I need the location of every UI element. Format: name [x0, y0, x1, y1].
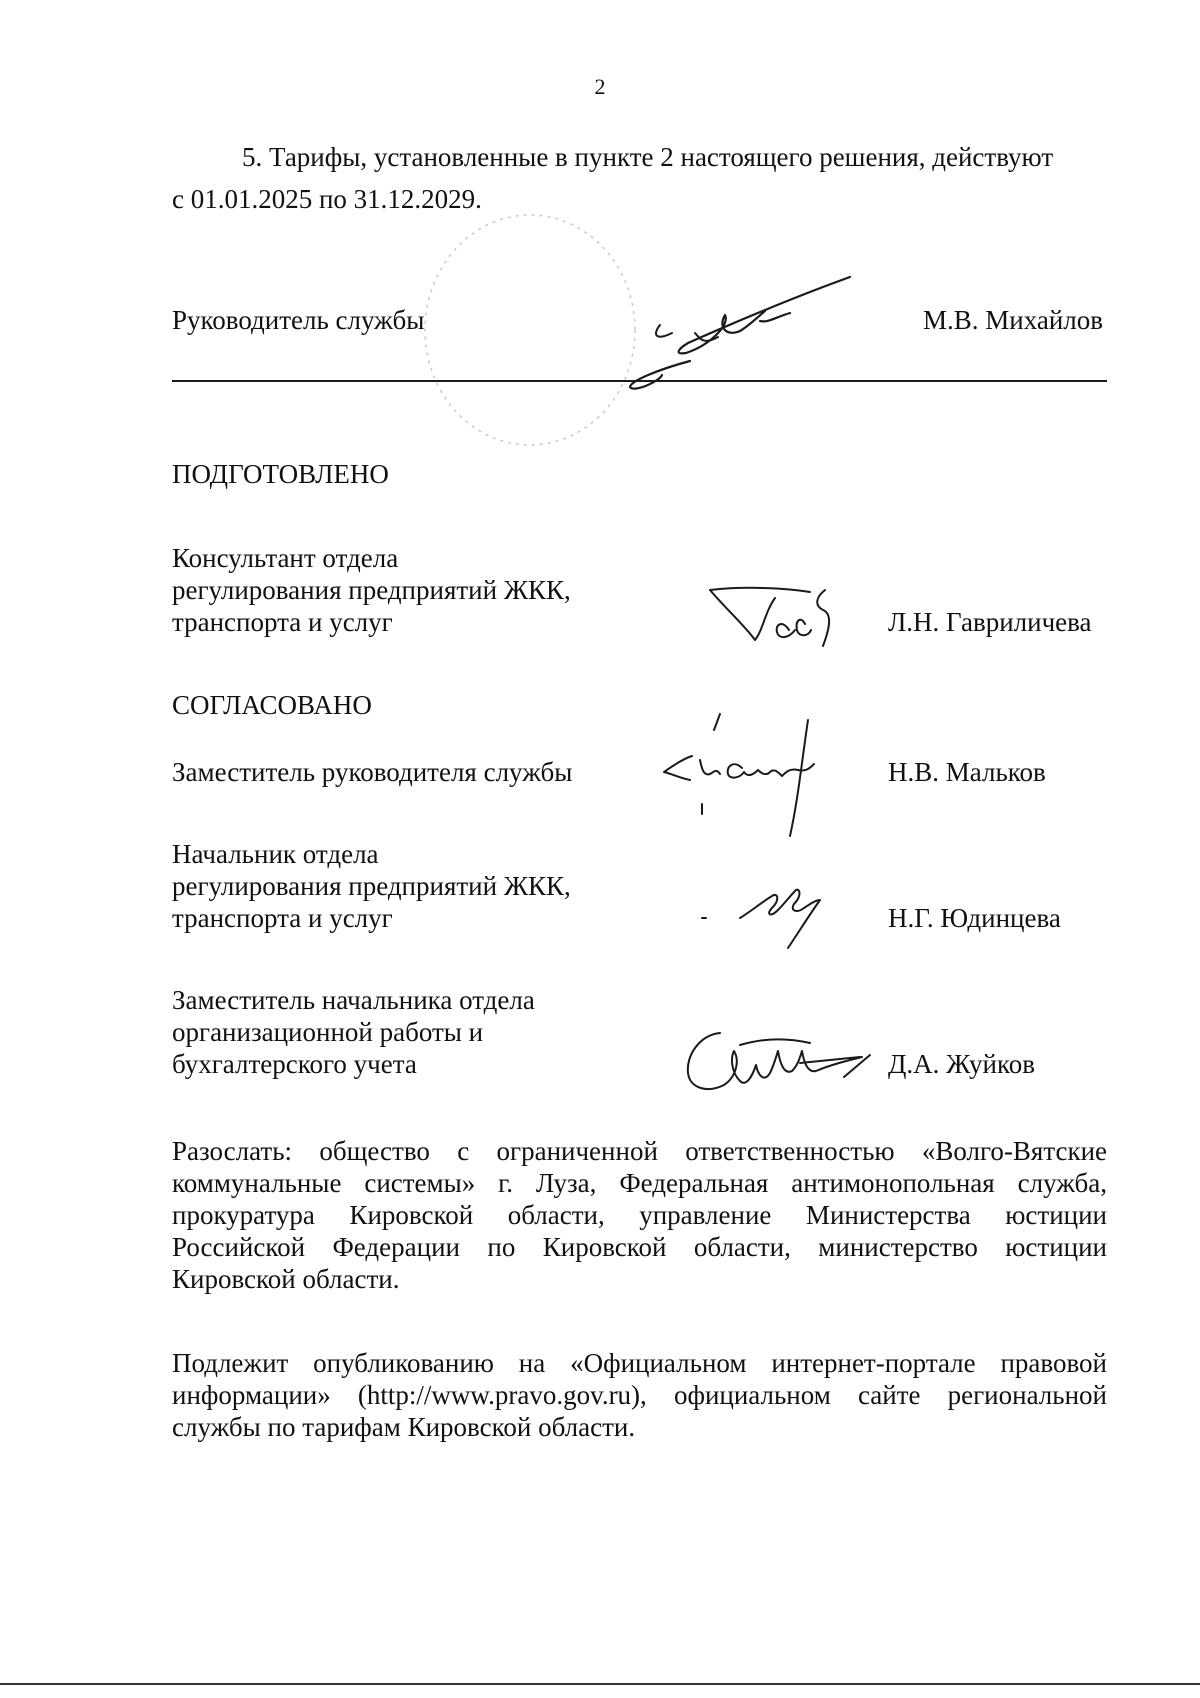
page-number: 2: [594, 74, 606, 99]
signer-1-position: Заместитель руководителя службы: [172, 757, 573, 787]
signer-2-name: Н.Г. Юдинцева: [888, 903, 1061, 933]
signer-2-signature: [700, 870, 850, 955]
signer-3-position-line-1: Заместитель начальника отдела: [172, 985, 535, 1015]
prepared-signature: [705, 580, 855, 655]
distribution-line-2: коммунальные системы» г. Луза, Федеральная антимонопольная служба,: [172, 1168, 1107, 1198]
prepared-name: Л.Н. Гавриличева: [888, 607, 1092, 637]
signer-2-position-line-3: транспорта и услуг: [172, 903, 393, 933]
distribution-line-3: прокуратура Кировской области, управление Министерства юстиции: [172, 1200, 1107, 1230]
agreed-heading: СОГЛАСОВАНО: [172, 690, 372, 720]
page-bottom-rule: [0, 1683, 1200, 1685]
signer-3-signature: [680, 1015, 890, 1105]
publication-line-3: службы по тарифам Кировской области.: [172, 1412, 636, 1442]
signer-2-position-line-2: регулирования предприятий ЖКК,: [172, 871, 571, 901]
clause-5-line-2: с 01.01.2025 по 31.12.2029.: [172, 184, 482, 214]
signer-1-name: Н.В. Мальков: [888, 757, 1046, 787]
signature-rule: [172, 380, 1107, 382]
head-position: Руководитель службы: [172, 305, 425, 335]
distribution-line-1: Разослать: общество с ограниченной ответственностью «Волго-Вятские: [172, 1136, 1107, 1166]
signer-3-name: Д.А. Жуйков: [888, 1049, 1035, 1079]
prepared-heading: ПОДГОТОВЛЕНО: [172, 459, 389, 489]
signer-1-signature: [650, 700, 875, 850]
prepared-position-line-2: регулирования предприятий ЖКК,: [172, 575, 571, 605]
signer-3-position-line-2: организационной работы и: [172, 1017, 484, 1047]
signer-2-position-line-1: Начальник отдела: [172, 839, 379, 869]
clause-5-line-1: 5. Тарифы, установленные в пункте 2 настоящего решения, действуют: [242, 142, 1054, 172]
prepared-position-line-3: транспорта и услуг: [172, 607, 393, 637]
prepared-position-line-1: Консультант отдела: [172, 543, 399, 573]
distribution-line-5: Кировской области.: [172, 1264, 400, 1294]
publication-line-1: Подлежит опубликованию на «Официальном интернет-портале правовой: [172, 1348, 1107, 1378]
publication-line-2: информации» (http://www.pravo.gov.ru), официальном сайте региональной: [172, 1380, 1107, 1410]
distribution-line-4: Российской Федерации по Кировской области, министерство юстиции: [172, 1232, 1107, 1262]
head-name: М.В. Михайлов: [923, 305, 1104, 335]
signer-3-position-line-3: бухгалтерского учета: [172, 1049, 417, 1079]
